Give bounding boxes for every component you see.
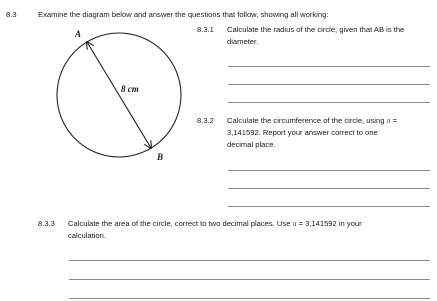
subquestion-text-833-suffix: in your <box>338 219 362 228</box>
subquestion-text-833-line1 <box>68 219 362 229</box>
subquestion-text-831-line1: Calculate the radius of the circle, given that AB is the <box>227 25 405 34</box>
question-instruction: Examine the diagram below and answer the questions that follow, showing all working: <box>38 10 329 19</box>
answer-line[interactable] <box>228 102 430 103</box>
diameter-length-label: 8 cm <box>121 84 139 94</box>
subquestion-text-833-prefix: Calculate the area of the circle, correct to two decimal places. Use <box>68 219 291 228</box>
answer-line[interactable] <box>69 298 430 299</box>
subquestion-text-832-prefix: Calculate the circumference of the circle, using <box>227 116 385 125</box>
subquestion-number-831: 8.3.1 <box>197 25 214 34</box>
answer-line[interactable] <box>69 260 430 261</box>
subquestion-text-833-line2: calculation. <box>68 231 106 240</box>
answer-line[interactable] <box>228 66 430 67</box>
question-number: 8.3 <box>6 10 17 19</box>
pi-value: 3,141592 <box>305 219 337 228</box>
diameter-ab <box>87 42 151 148</box>
subquestion-text-832-line1 <box>227 116 397 126</box>
pi-symbol: π <box>292 219 297 228</box>
point-label-a: A <box>75 29 82 39</box>
answer-line[interactable] <box>69 279 430 280</box>
answer-line[interactable] <box>228 84 430 85</box>
point-label-b: B <box>157 152 164 162</box>
subquestion-text-832-line3: decimal place. <box>227 140 276 149</box>
answer-line[interactable] <box>228 188 430 189</box>
pi-symbol: π <box>386 116 391 125</box>
subquestion-text-831-line2: diameter. <box>227 37 259 46</box>
subquestion-number-832: 8.3.2 <box>197 116 214 125</box>
subquestion-number-833: 8.3.3 <box>38 219 55 228</box>
equals-sign: = <box>392 116 397 125</box>
answer-line[interactable] <box>228 170 430 171</box>
answer-line[interactable] <box>228 206 430 207</box>
subquestion-text-832-line2: 3,141592. Report your answer correct to one <box>227 128 378 137</box>
equals-sign: = <box>298 219 303 228</box>
